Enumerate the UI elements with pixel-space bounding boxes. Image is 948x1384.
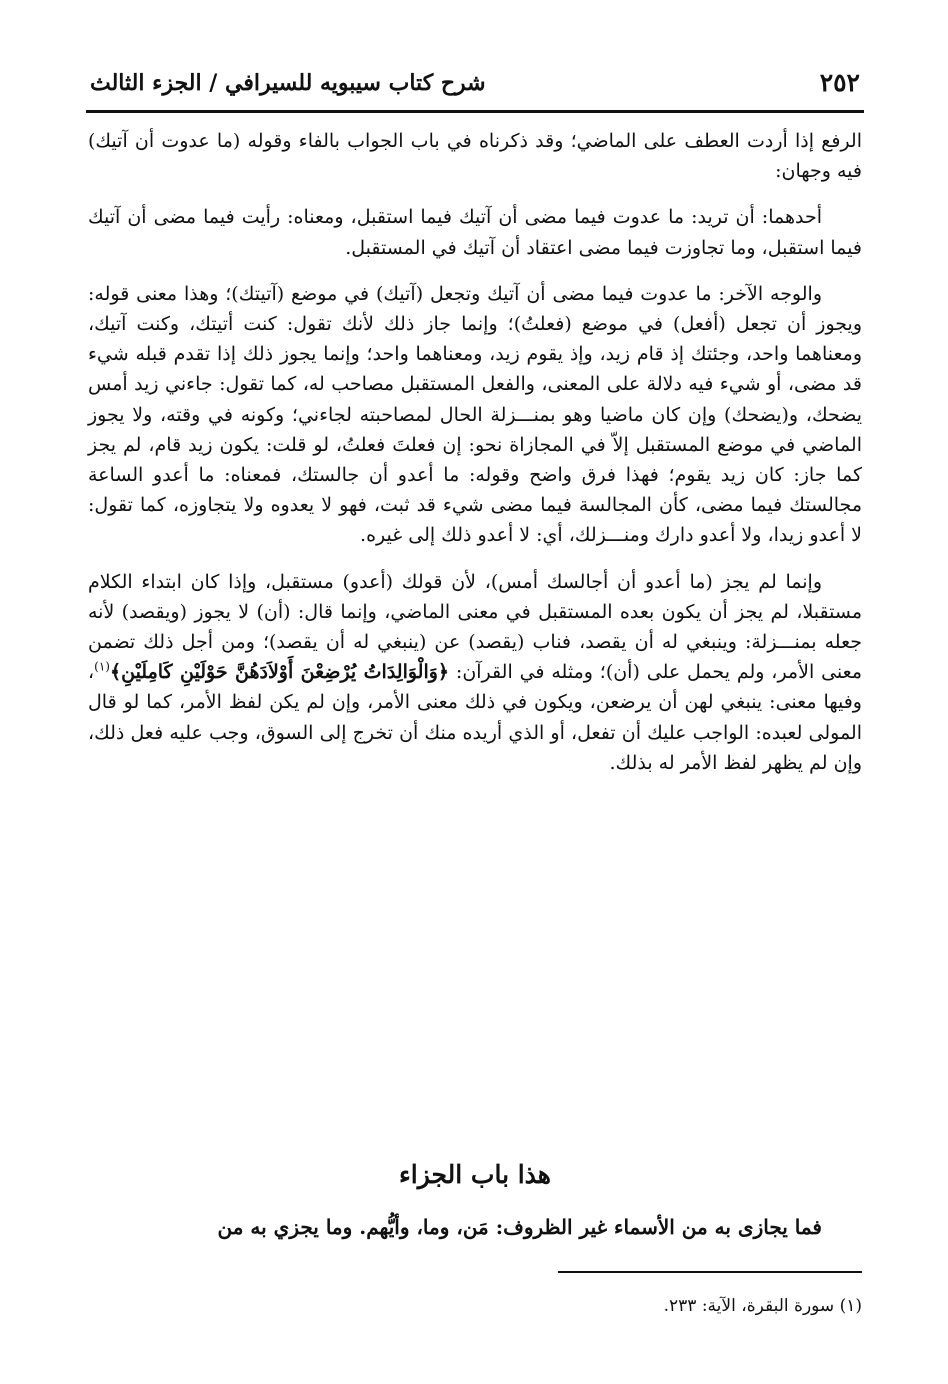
- page-header: [86, 66, 864, 113]
- paragraph-4: [88, 567, 862, 778]
- footnote-reference[interactable]: (١): [94, 659, 110, 674]
- footnote-divider: [558, 1271, 862, 1273]
- main-text: [88, 126, 862, 794]
- running-title: شرح كتاب سيبويه للسيرافي / الجزء الثالث: [90, 70, 486, 96]
- paragraph-3: والوجه الآخر: ما عدوت فيما مضى أن آتيك وتجعل (آتيك) في موضع (آتيتك)؛ وهذا معنى قوله: ويجوز أن تجعل (أفعل) في موضع (فعلتُ)؛ وإنما جاز ذلك لأنك تقول: كنت أتيتك، وكنت آتيك، ومعناهما واحد، وجئتك إذ قام زيد، وإذ يقوم زيد، ومعناهما واحد؛ وإنما يجوز ذلك إذا تقدم قبله شيء قد مضى، أو شيء فيه دلالة على المعنى، والفعل المستقبل مصاحب له، كما تقول: جاءني زيد أمس يضحك، و(يضحك) وإن كان ماضيا وهو بمنـــزلة الحال لمصاحبته لجاءني؛ وكونه في وقته، ولا يجوز الماضي في موضع المستقبل إلاّ في المجازاة نحو: إن فعلتَ فعلتُ، لو قلت: يكون زيد قام، لم يجز كما جاز: كان زيد يقوم؛ فهذا فرق واضح وقوله: ما أعدو أن جالستك، فمعناه: ما أعدو الساعة مجالستك فيما مضى، كأن المجالسة فيما مضى شيء قد ثبت، فهو لا يعدوه ولا يتجاوزه، كما تقول: لا أعدو زيدا، ولا أعدو دارك ومنـــزلك، أي: لا أعدو ذلك إلى غيره.: [88, 282, 862, 547]
- paragraph-4-after-quran: ، وفيها معنى: ينبغي لهن أن يرضعن، ويكون في ذلك معنى الأمر، وإن لم يكن لفظ الأمر، كما لو قال المولى لعبده: الواجب عليك أن تفعل، أو الذي أريده منك أن تخرج إلى السوق، وجب عليه فعل ذلك، وإن لم يظهر لفظ الأمر له بذلك.: [88, 661, 862, 774]
- paragraph-4-before-quran: وإنما لم يجز (ما أعدو أن أجالسك أمس)، لأن قولك (أعدو) مستقبل، وإذا كان ابتداء الكلام مستقبلا، لم يجز أن يكون بعده المستقبل في معنى الماضي، وإنما قال: (أن) لا يجوز (ويقصد) لأنه جعله بمنـــزلة: وينبغي له أن يقصد، فناب (يقصد) عن (ينبغي له أن يقصد)؛ ومن أجل ذلك تضمن معنى الأمر، ولم يحمل على (أن)؛ ومثله في القرآن:: [88, 570, 862, 684]
- paragraph-2: أحدهما: أن تريد: ما عدوت فيما مضى أن آتيك فيما استقبل، ومعناه: رأيت فيما مضى أن آتيك فيما استقبل، وما تجاوزت فيما مضى اعتقاد أن آتيك في المستقبل.: [88, 206, 862, 259]
- chapter-title: هذا باب الجزاء: [399, 1160, 551, 1189]
- page-number: ٢٥٢: [819, 68, 860, 97]
- quran-verse: ﴿وَالْوَالِدَاتُ يُرْضِعْنَ أَوْلاَدَهُنَّ حَوْلَيْنِ كَامِلَيْنِ﴾: [109, 661, 450, 684]
- chapter-first-line: فما يجازى به من الأسماء غير الظروف: مَن، وما، وأيُّهم. وما يجزي به من: [217, 1215, 822, 1239]
- footnote: (١) سورة البقرة، الآية: ٢٣٣.: [663, 1296, 862, 1316]
- paragraph-1: الرفع إذا أردت العطف على الماضي؛ وقد ذكرناه في باب الجواب بالفاء وقوله (ما عدوت أن آتيك) فيه وجهان:: [88, 130, 862, 183]
